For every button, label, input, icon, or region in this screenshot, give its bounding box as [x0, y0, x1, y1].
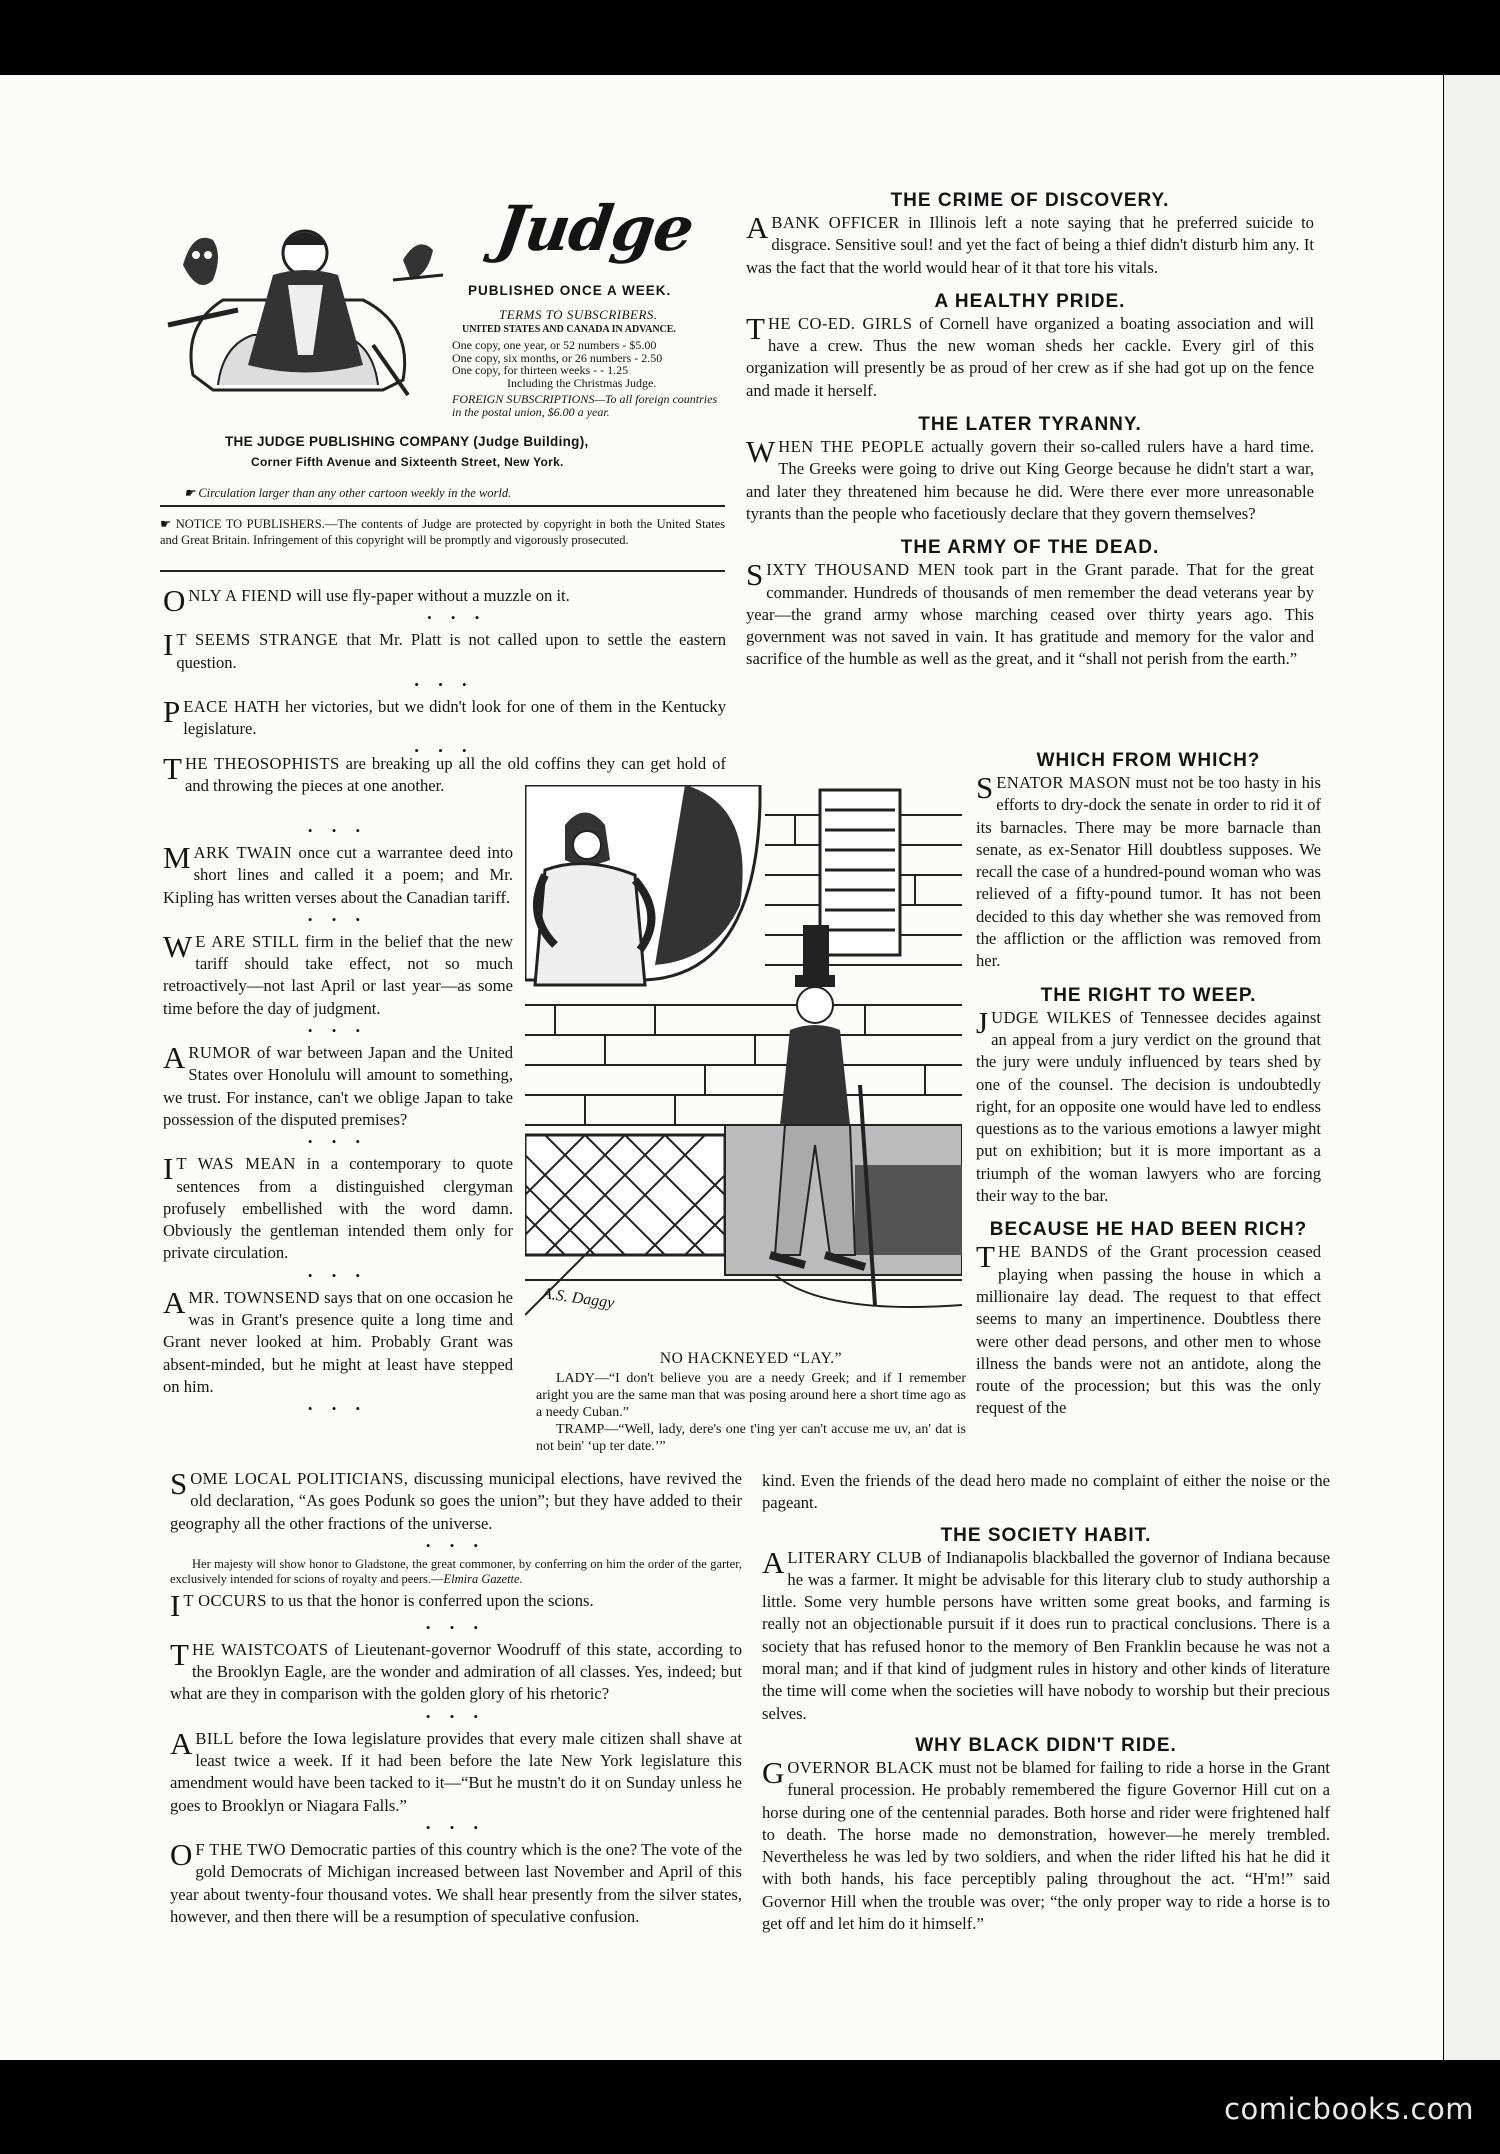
- separator-dots: • • •: [425, 1619, 487, 1635]
- drop-cap: M: [163, 840, 191, 875]
- item-mark-twain: [163, 842, 513, 909]
- drop-cap: S: [976, 770, 994, 805]
- drop-cap: G: [762, 1754, 785, 1790]
- pointing-hand-icon: ☛: [160, 517, 176, 531]
- item-lead: RUMOR: [188, 1043, 252, 1063]
- circulation-line: [184, 485, 511, 501]
- heading-healthy-pride: A HEALTHY PRIDE.: [934, 290, 1126, 312]
- heading-which-from-which: WHICH FROM WHICH?: [1036, 750, 1261, 771]
- quote-source: Elmira Gazette.: [443, 1572, 523, 1587]
- separator-dots: • • •: [425, 1819, 487, 1835]
- item-text: Democratic parties of this country which is the one? The vote of the gold Democrats of Michigan increased between last November and April of this year about twenty-four thousand votes. We shall hear presently from the silver states, however, and then there will be a resumption of speculative confusion.: [170, 1839, 742, 1926]
- separator-dots: • • •: [427, 610, 488, 626]
- divider: [160, 505, 725, 507]
- separator-dots: • • •: [307, 1267, 369, 1283]
- separator-dots: • • •: [307, 1023, 369, 1039]
- publisher-address: Corner Fifth Avenue and Sixteenth Street, New York.: [251, 455, 564, 469]
- drop-cap: W: [746, 434, 776, 470]
- item-text: her victories, but we didn't look for one of them in the Kentucky legislature.: [183, 696, 726, 739]
- item-text: of Tennessee decides against an appeal from a jury verdict on the ground that the jury were unduly influenced by tears shed by one of the counsel. The decision is undoubtedly right, for an opposite one would have led to endless questions as to the various emotions a lawyer might put on exhibition; but it is more important as a triumph of the woman lawyers who are forcing their way to the bar.: [976, 1007, 1321, 1206]
- watermark: comicbooks.com: [1224, 2092, 1474, 2126]
- item-bank-officer: [746, 212, 1314, 279]
- item-text: of the Grant procession ceased playing when passing the house in which a millionaire lay dead. The request to that effect seems to many an impertinence. Doubtless there were other dead persons, and other men to whose illness the bands were not an antidote, along the route of the procession; but this was the only request of the: [976, 1242, 1321, 1418]
- cartoon-tramp-line: TRAMP—“Well, lady, dere's one t'ing yer can't accuse me uv, an' dat is not bein' ‘up ter date.’”: [536, 1422, 966, 1454]
- drop-cap: T: [170, 1636, 189, 1672]
- artist-signature: A.S. Daggy: [541, 1285, 616, 1312]
- right-column-top: [746, 190, 1314, 671]
- heading-crime-of-discovery: THE CRIME OF DISCOVERY.: [890, 190, 1170, 211]
- item-text: before the Iowa legislature provides that every male citizen shall shave at least twice a week. If it had been before the late New York legislature this amendment would have been tacked to it—“But he mustn't do it on Sunday unless he goes to Brooklyn or Niagara Falls.”: [170, 1728, 742, 1815]
- item-lead: HE WAISTCOATS: [191, 1639, 329, 1659]
- item-literary-club: [762, 1544, 1330, 1725]
- item-text: says that on one occasion he was in Grant's presence quite a long time and Grant never looked at him. Probably Grant was absent-minded, but he might at least have stepped on him.: [163, 1287, 513, 1396]
- item-text: of Indianapolis blackballed the governor of Indiana because he was a farmer. It might be advisable for this literary club to study authorship a little. Some very humble persons have written some great books, and farming is really not an objectionable pursuit if it does run to practical conclusions. There is a society that has refused honor to the memory of Ben Franklin because he was not a moral man; and if that kind of judgment rules in history and other kinds of literature the time will come when the societies will have nobody to worship but their precious selves.: [762, 1547, 1330, 1723]
- item-tariff: [163, 928, 513, 1020]
- item-lead: HEN THE PEOPLE: [778, 437, 925, 457]
- item-text: took part in the Grant parade. That for the great commander. Hundreds of thousands of men remember the dead veterans year by year—the grand army whose marching ceased over thirty years ago. This government was not saved in vain. It has gratitude and memory for the valor and sacrifice of the humble as well as the great, and it “shall not perish from the earth.”: [746, 560, 1314, 669]
- published-weekly: PUBLISHED ONCE A WEEK.: [468, 283, 672, 298]
- drop-cap: A: [170, 1725, 193, 1761]
- item-lead: T WAS MEAN: [176, 1154, 296, 1174]
- item-text: will use fly-paper without a muzzle on it.: [291, 586, 570, 605]
- notice-text: NOTICE TO PUBLISHERS.—The contents of Judge are protected by copyright in both the United States and Great Britain. Infringement of this copyright will be promptly and vigorously prosecuted.: [160, 517, 725, 547]
- right-column-narrow: [976, 750, 1321, 1420]
- rate-year: One copy, one year, or 52 numbers - $5.00: [452, 338, 657, 352]
- heading-because-he-had-been-rich: BECAUSE HE HAD BEEN RICH?: [989, 1219, 1308, 1241]
- item-text: to us that the honor is conferred upon the scions.: [266, 1590, 594, 1610]
- item-text: in Illinois left a note saying that he preferred suicide to disgrace. Sensitive soul! and yet the fact of being a thief didn't disturb him any. It was the fact that the world would hear of it that tore his vitals.: [746, 213, 1314, 277]
- rate-christmas: Including the Christmas Judge.: [507, 375, 657, 390]
- item-senator-mason: [976, 772, 1321, 973]
- heading-army-of-the-dead: THE ARMY OF THE DEAD.: [900, 537, 1160, 559]
- item-text: in a contemporary to quote sentences from a distinguished clergyman profusely embellished with the word damn. Obviously the gentleman intended them only for private circulation.: [163, 1154, 514, 1263]
- drop-cap: S: [746, 557, 764, 593]
- rate-six-months: One copy, six months, or 26 numbers - 2.50: [452, 350, 663, 365]
- item-lead: HE CO-ED. GIRLS: [767, 313, 913, 333]
- item-townsend: [163, 1284, 513, 1398]
- heading-right-to-weep: THE RIGHT TO WEEP.: [1040, 984, 1257, 1006]
- item-lead: OME LOCAL POLITICIANS,: [190, 1469, 409, 1488]
- item-politicians: [170, 1468, 742, 1535]
- item-sixty-thousand: [746, 559, 1314, 670]
- terms-advance: UNITED STATES AND CANADA IN ADVANCE.: [462, 324, 676, 335]
- item-lead: BILL: [195, 1728, 234, 1748]
- drop-cap: A: [163, 1040, 186, 1076]
- pointing-hand-icon: ☛: [184, 486, 199, 500]
- heading-society-habit: THE SOCIETY HABIT.: [940, 1524, 1152, 1546]
- heading-why-black-didnt-ride: WHY BLACK DIDN'T RIDE.: [915, 1734, 1177, 1756]
- item-lead: NLY A FIEND: [188, 586, 292, 605]
- item-lead: F THE TWO: [195, 1839, 287, 1859]
- notice-to-publishers: [160, 517, 725, 548]
- drop-cap: J: [976, 1004, 989, 1040]
- item-text: firm in the belief that the new tariff should take effect, not so much retroactively—not last April or last year—as some time before the day of judgment.: [163, 931, 513, 1018]
- item-peace: [163, 693, 726, 741]
- item-governor-black: [762, 1754, 1331, 1935]
- item-waistcoats: [170, 1636, 742, 1706]
- item-clergyman: [163, 1153, 513, 1264]
- drop-cap: I: [163, 1151, 174, 1187]
- judge-logo: Judge: [491, 192, 698, 265]
- left-column-bottom: [170, 1468, 742, 1928]
- left-column-narrow-2: [163, 820, 513, 1420]
- item-text: must not be blamed for failing to ride a horse in the Grant funeral procession. He probably remembered the figure Governor Hill cut on a horse during one of the centennial parades. Both horse and rider were frightened half to death. The horse made no demonstration, however—he merely trembled. Nevertheless he was led by two soldiers, and when the rider lifted his hat he did it with both hands, his face perceptibly paling throughout the act. “H'm!” said Governor Hill when the trouble was over; “the only proper way to ride a horse is to get off and let him do it himself.”: [762, 1757, 1331, 1934]
- circulation-text: Circulation larger than any other cartoon weekly in the world.: [198, 486, 512, 500]
- item-lead: BANK OFFICER: [771, 213, 900, 232]
- separator-dots: • • •: [414, 743, 475, 759]
- item-lead: OVERNOR BLACK: [787, 1757, 934, 1777]
- judge-mascot-illustration: [163, 205, 448, 405]
- drop-cap: I: [170, 1587, 181, 1623]
- item-lead: ENATOR MASON: [996, 773, 1131, 792]
- left-column-narrow: [163, 751, 726, 798]
- drop-cap: T: [163, 751, 182, 786]
- drop-cap: A: [163, 1284, 186, 1320]
- item-coed-girls: [746, 310, 1314, 402]
- separator-dots: • • •: [307, 1134, 369, 1150]
- item-lead: HE BANDS: [997, 1242, 1089, 1262]
- right-column-bottom: [762, 1470, 1330, 1935]
- item-text: are breaking up all the old coffins they can get hold of and throwing the pieces at one another.: [184, 754, 726, 796]
- separator-dots: • • •: [425, 1708, 487, 1724]
- next-page-edge: [1444, 75, 1500, 2060]
- separator-dots: • • •: [414, 676, 475, 692]
- item-text: discussing municipal elections, have revived the old declaration, “As goes Podunk so goes the union”; but they have added to their geography all the other fractions of the universe.: [170, 1469, 743, 1533]
- item-japan: [163, 1042, 513, 1131]
- item-text: must not be too hasty in his efforts to dry-dock the senate in order to rid it of its barnacles. There may be more barnacle than senate, as ex-Senator Hill doubtless supposes. We recall the case of a hundred-pound woman who was relieved of a fifty-pound tumor. It has not been decided to this day whether she was removed from the affliction or the affliction was removed from her.: [976, 773, 1321, 971]
- item-people-govern: [746, 436, 1314, 525]
- separator-dots: • • •: [307, 1401, 369, 1417]
- item-lead: LITERARY CLUB: [787, 1547, 923, 1567]
- divider: [160, 570, 725, 572]
- separator-dots: • • •: [307, 911, 369, 927]
- item-lead: IXTY THOUSAND MEN: [766, 560, 956, 580]
- item-text: once cut a warrantee deed into short lines and called it a poem; and Mr. Kipling has written verses about the Canadian tariff.: [163, 843, 513, 907]
- item-lead: UDGE WILKES: [991, 1007, 1112, 1027]
- quote-text: Her majesty will show honor to Gladstone, the great commoner, by conferring on him the order of the garter, exclusively intended for scions of royalty and peers.: [170, 1556, 742, 1587]
- cartoon-lady-line: LADY—“I don't believe you are a needy Greek; and if I remember aright you are the same man that was posing around here a short time ago as a needy Cuban.”: [536, 1371, 966, 1420]
- drop-cap: I: [163, 627, 174, 663]
- rate-thirteen-weeks: One copy, for thirteen weeks - - 1.25: [452, 363, 629, 377]
- cartoon-illustration: [525, 785, 962, 1345]
- publisher-name: THE JUDGE PUBLISHING COMPANY (Judge Building),: [225, 434, 589, 449]
- item-lead: E ARE STILL: [195, 931, 300, 951]
- terms-heading: TERMS TO SUBSCRIBERS.: [499, 307, 658, 322]
- item-lead: T SEEMS STRANGE: [176, 630, 339, 650]
- drop-cap: O: [163, 583, 186, 618]
- cartoon-title: NO HACKNEYED “LAY.”: [659, 1350, 843, 1367]
- item-text: of Lieutenant-governor Woodruff of this state, according to the Brooklyn Eagle, are the wonder and admiration of all classes. Yes, indeed; but what are they in comparison with the golden glory of his rhetoric?: [170, 1639, 742, 1704]
- drop-cap: A: [762, 1544, 785, 1580]
- item-lead: EACE HATH: [183, 696, 280, 716]
- quote-gladstone: Her majesty will show honor to Gladstone, the great commoner, by conferring on him the order of the garter, exclusively intended for scions of royalty and peers.—Elmira Gazette.: [170, 1556, 742, 1587]
- drop-cap: S: [170, 1466, 188, 1501]
- item-democrats: [170, 1836, 742, 1928]
- item-platt: [163, 629, 726, 674]
- item-scions: [170, 1587, 742, 1623]
- cartoon-caption: [536, 1350, 966, 1455]
- drop-cap: T: [746, 310, 765, 346]
- item-bands: [976, 1241, 1321, 1419]
- drop-cap: O: [170, 1836, 193, 1872]
- foreign-subscriptions: FOREIGN SUBSCRIPTIONS—To all foreign countries in the postal union, $6.00 a year.: [452, 392, 718, 419]
- item-lead: T OCCURS: [183, 1590, 267, 1610]
- item-bands-continued: kind. Even the friends of the dead hero made no complaint of either the noise or the pageant.: [762, 1471, 1330, 1513]
- item-iowa-bill: [170, 1725, 742, 1817]
- heading-later-tyranny: THE LATER TYRANNY.: [918, 414, 1142, 436]
- item-lead: ARK TWAIN: [193, 843, 292, 862]
- subscription-rates: [452, 339, 727, 389]
- drop-cap: A: [746, 210, 769, 245]
- item-fiend: [163, 583, 726, 618]
- item-lead: HE THEOSOPHISTS: [184, 754, 340, 773]
- item-text: of war between Japan and the United States over Honolulu will amount to something, we trust. For instance, can't we oblige Japan to take possession of the disputed premises?: [163, 1043, 513, 1129]
- drop-cap: W: [163, 928, 193, 964]
- separator-dots: • • •: [425, 1537, 487, 1553]
- item-text: that Mr. Platt is not called upon to settle the eastern question.: [176, 630, 727, 672]
- item-lead: MR. TOWNSEND: [188, 1287, 320, 1307]
- drop-cap: T: [976, 1239, 995, 1275]
- left-column-top: [163, 585, 726, 762]
- item-text: of Cornell have organized a boating association and will have a crew. Thus the new woman sheds her cackle. Every girl of this organization will presently be as proud of her crew as if she had got up on the fence and made it herself.: [746, 313, 1314, 400]
- separator-dots: • • •: [307, 823, 369, 838]
- drop-cap: P: [163, 693, 181, 729]
- item-text: actually govern their so-called rulers have a hard time. The Greeks were going to drive out King George because he didn't start a war, and later they threatened him because he did. Were there ever more unreasonable tyrants than the people who facetiously declare that they govern themselves?: [746, 437, 1314, 523]
- item-judge-wilkes: [976, 1004, 1321, 1208]
